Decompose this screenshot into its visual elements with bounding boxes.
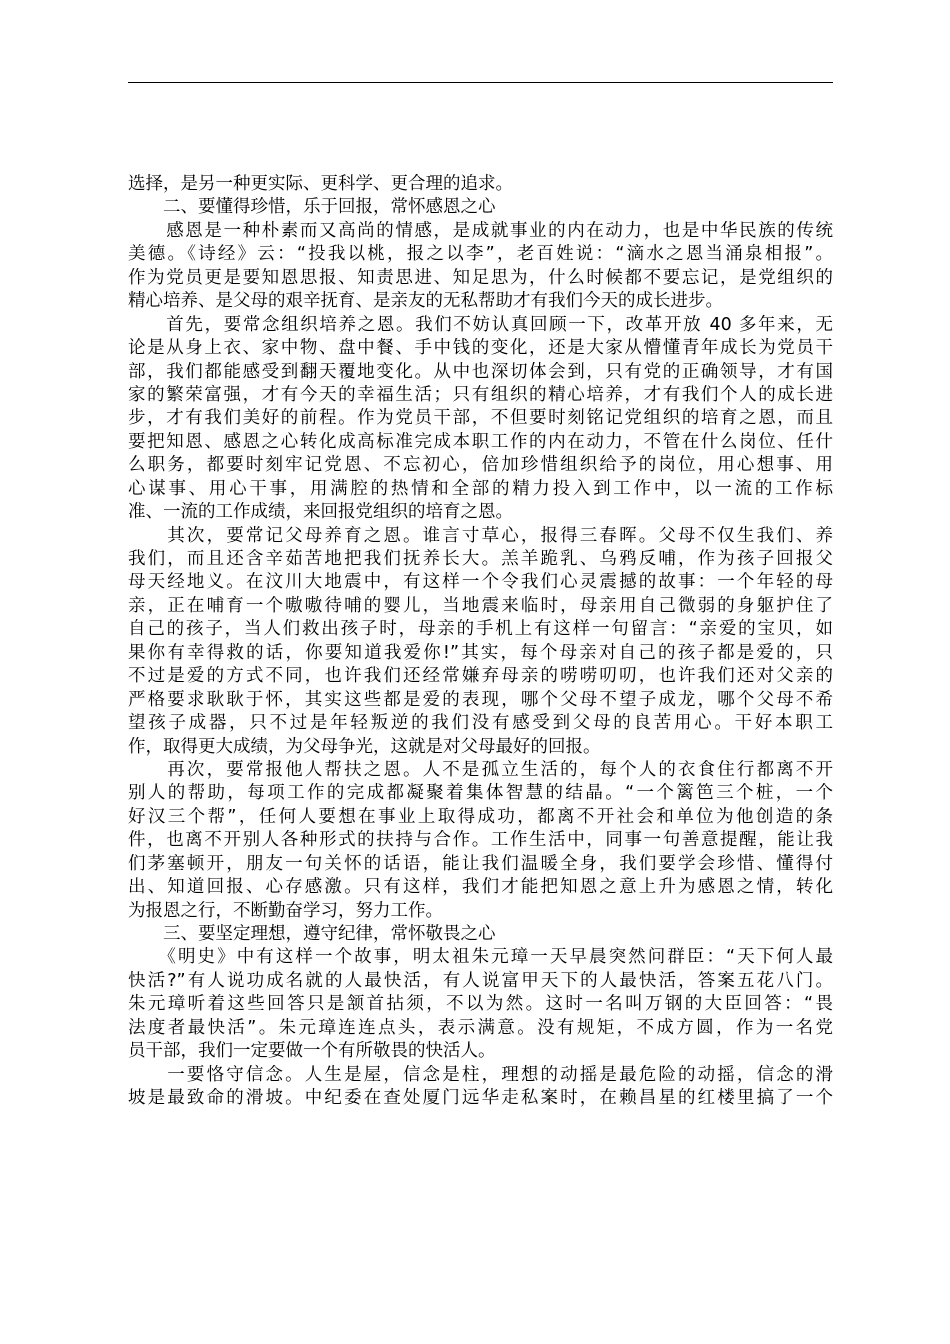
text-line: 为报恩之行，不断勤奋学习，努力工作。: [128, 900, 443, 921]
text-line: 母天经地义。在汶川大地震中，有这样一个令我们心灵震撼的故事：一个年轻的母: [128, 572, 833, 593]
text-line: 快活?”有人说功成名就的人最快活，有人说富甲天下的人最快活，答案五花八门。: [128, 970, 833, 991]
text-line: 坡是最致命的滑坡。中纪委在查处厦门远华走私案时，在赖昌星的红楼里搞了一个: [128, 1088, 833, 1109]
text-line: 其次，要常记父母养育之恩。谁言寸草心，报得三春晖。父母不仅生我们、养: [128, 525, 833, 546]
text-line: 《明史》中有这样一个故事，明太祖朱元璋一天早晨突然问群臣：“天下何人最: [128, 947, 833, 968]
text-line: 美德。《诗经》云：“投我以桃，报之以李”，老百姓说：“滴水之恩当涌泉相报”。: [128, 244, 833, 265]
text-line: 步，才有我们美好的前程。作为党员干部，不但要时刻铭记党组织的培育之恩，而且: [128, 408, 833, 429]
text-line: 么职务，都要时刻牢记党恩、不忘初心，倍加珍惜组织给予的岗位，用心想事、用: [128, 455, 833, 476]
text-line: 员干部，我们一定要做一个有所敬畏的快活人。: [128, 1041, 496, 1062]
header-rule: [128, 82, 833, 83]
text-line: 选择，是另一种更实际、更科学、更合理的追求。: [128, 174, 513, 194]
text-line: 自己的孩子，当人们救出孩子时，母亲的手机上有这样一句留言：“亲爱的宝贝，如: [128, 619, 833, 640]
text-line: 别人的帮助，每项工作的完成都凝聚着集体智慧的结晶。“一个篱笆三个桩，一个: [128, 783, 833, 804]
text-line: 感恩是一种朴素而又高尚的情感，是成就事业的内在动力，也是中华民族的传统: [128, 220, 833, 241]
text-line: 家的繁荣富强，才有今天的幸福生活；只有组织的精心培养，才有我们个人的成长进: [128, 384, 833, 405]
text-line: 二、要懂得珍惜，乐于回报，常怀感恩之心: [128, 197, 496, 218]
text-line: 精心培养、是父母的艰辛抚育、是亲友的无私帮助才有我们今天的成长进步。: [128, 291, 723, 312]
text-line: 我们，而且还含辛茹苦地把我们抚养长大。羔羊跪乳、乌鸦反哺，作为孩子回报父: [128, 549, 833, 569]
text-line: 一要恪守信念。人生是屋，信念是柱，理想的动摇是最危险的动摇，信念的滑: [128, 1064, 833, 1085]
text-line: 作，取得更大成绩，为父母争光，这就是对父母最好的回报。: [128, 736, 601, 757]
text-line: 法度者最快活”。朱元璋连连点头，表示满意。没有规矩，不成方圆，作为一名党: [128, 1017, 833, 1038]
text-line: 严格要求耿耿于怀，其实这些都是爱的表现，哪个父母不望子成龙，哪个父母不希: [128, 689, 833, 710]
text-line: 首先，要常念组织培养之恩。我们不妨认真回顾一下，改革开放 40 多年来，无: [128, 314, 833, 335]
text-line: 要把知恩、感恩之心转化成高标准完成本职工作的内在动力，不管在什么岗位、任什: [128, 431, 833, 452]
text-line: 准、一流的工作成绩，来回报党组织的培育之恩。: [128, 502, 513, 523]
text-line: 不过是爱的方式不同，也许我们还经常嫌弃母亲的唠唠叨叨，也许我们还对父亲的: [128, 666, 833, 687]
document-body: [128, 173, 833, 1111]
text-line: 望孩子成器，只不过是年轻叛逆的我们没有感受到父母的良苦用心。干好本职工: [128, 713, 833, 734]
text-line: 果你有幸得救的话，你要知道我爱你!”其实，每个母亲对自己的孩子都是爱的，只: [128, 642, 833, 663]
text-line: 论是从身上衣、家中物、盘中餐、手中钱的变化，还是大家从懵懂青年成长为党员干: [128, 338, 833, 359]
text-line: 亲，正在哺育一个嗷嗷待哺的婴儿，当地震来临时，母亲用自己微弱的身躯护住了: [128, 595, 833, 616]
text-line: 们茅塞顿开，朋友一句关怀的话语，能让我们温暖全身，我们要学会珍惜、懂得付: [128, 853, 833, 874]
text-line: 三、要坚定理想，遵守纪律，常怀敬畏之心: [128, 924, 496, 944]
text-line: 朱元璋听着这些回答只是颔首拈须，不以为然。这时一名叫万钢的大臣回答：“畏: [128, 994, 833, 1015]
text-line: 作为党员更是要知恩思报、知责思进、知足思为，什么时候都不要忘记，是党组织的: [128, 267, 833, 288]
text-line: 件，也离不开别人各种形式的扶持与合作。工作生活中，同事一句善意提醒，能让我: [128, 830, 833, 851]
text-line: 心谋事、用心干事，用满腔的热情和全部的精力投入到工作中，以一流的工作标: [128, 478, 833, 499]
text-line: 好汉三个帮”，任何人要想在事业上取得成功，都离不开社会和单位为他创造的条: [128, 806, 833, 827]
text-line: 再次，要常报他人帮扶之恩。人不是孤立生活的，每个人的衣食住行都离不开: [128, 759, 833, 780]
text-line: 出、知道回报、心存感激。只有这样，我们才能把知恩之意上升为感恩之情，转化: [128, 877, 833, 898]
text-line: 部，我们都能感受到翻天覆地变化。从中也深切体会到，只有党的正确领导，才有国: [128, 361, 833, 382]
